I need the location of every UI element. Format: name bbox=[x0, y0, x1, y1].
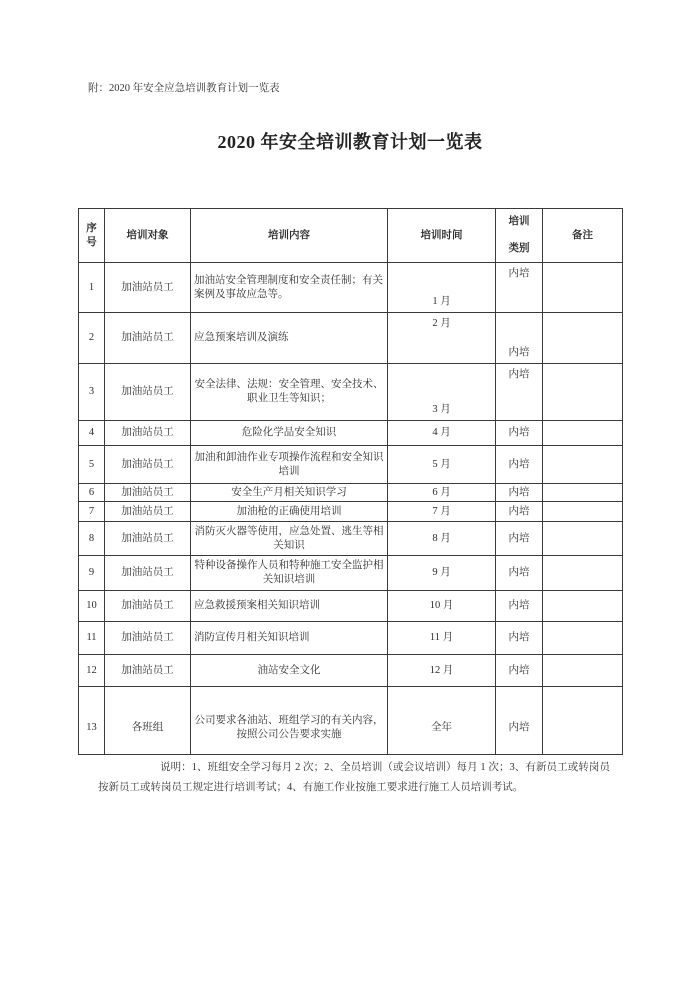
cell-content: 油站安全文化 bbox=[191, 655, 388, 687]
table-row bbox=[79, 313, 623, 364]
cell-content: 安全法律、法规：安全管理、安全技术、职业卫生等知识； bbox=[191, 364, 388, 421]
header-time: 培训时间 bbox=[388, 209, 496, 263]
table-header-row bbox=[79, 209, 623, 263]
cell-content: 应急预案培训及演练 bbox=[191, 313, 388, 364]
cell-no: 6 bbox=[79, 484, 105, 502]
cell-no: 3 bbox=[79, 364, 105, 421]
header-type bbox=[496, 209, 543, 263]
cell-time: 4 月 bbox=[388, 421, 496, 446]
cell-no: 4 bbox=[79, 421, 105, 446]
cell-content: 危险化学品安全知识 bbox=[191, 421, 388, 446]
cell-type: 内培 bbox=[496, 502, 543, 522]
cell-target: 加油站员工 bbox=[105, 622, 191, 655]
cell-type: 内培 bbox=[496, 446, 543, 484]
cell-target: 加油站员工 bbox=[105, 502, 191, 522]
cell-content: 加油站安全管理制度和安全责任制；有关案例及事故应急等。 bbox=[191, 263, 388, 313]
cell-type: 内培 bbox=[496, 591, 543, 622]
cell-type: 内培 bbox=[496, 364, 543, 421]
cell-no: 8 bbox=[79, 522, 105, 556]
cell-remark bbox=[543, 446, 623, 484]
cell-no: 10 bbox=[79, 591, 105, 622]
header-target: 培训对象 bbox=[105, 209, 191, 263]
training-plan-table bbox=[78, 208, 623, 755]
cell-target: 加油站员工 bbox=[105, 446, 191, 484]
cell-remark bbox=[543, 655, 623, 687]
table-row bbox=[79, 421, 623, 446]
cell-target: 加油站员工 bbox=[105, 591, 191, 622]
page-title: 2020 年安全培训教育计划一览表 bbox=[217, 132, 483, 152]
cell-type: 内培 bbox=[496, 522, 543, 556]
cell-remark bbox=[543, 622, 623, 655]
cell-type: 内培 bbox=[496, 313, 543, 364]
table-row bbox=[79, 687, 623, 755]
cell-time: 7 月 bbox=[388, 502, 496, 522]
cell-remark bbox=[543, 484, 623, 502]
header-type-line1: 培训 bbox=[508, 216, 530, 227]
cell-content: 消防灭火器等使用，应急处置、逃生等相关知识 bbox=[191, 522, 388, 556]
cell-time: 12 月 bbox=[388, 655, 496, 687]
cell-content: 应急救援预案相关知识培训 bbox=[191, 591, 388, 622]
cell-target: 加油站员工 bbox=[105, 522, 191, 556]
cell-no: 2 bbox=[79, 313, 105, 364]
footnote: 说明：1、班组安全学习每月 2 次；2、全员培训（或会议培训）每月 1 次；3、有新员工或转岗员按新员工或转岗员工规定进行培训考试；4、有施工作业按施工要求进行施工人员培训考试。 bbox=[98, 762, 610, 793]
cell-target: 加油站员工 bbox=[105, 364, 191, 421]
cell-time: 11 月 bbox=[388, 622, 496, 655]
table-row bbox=[79, 655, 623, 687]
cell-time: 9 月 bbox=[388, 556, 496, 591]
cell-type: 内培 bbox=[496, 687, 543, 755]
header-content: 培训内容 bbox=[191, 209, 388, 263]
table-row bbox=[79, 622, 623, 655]
cell-no: 12 bbox=[79, 655, 105, 687]
table-row bbox=[79, 556, 623, 591]
cell-content: 特种设备操作人员和特种施工安全监护相关知识培训 bbox=[191, 556, 388, 591]
cell-remark bbox=[543, 522, 623, 556]
cell-target: 加油站员工 bbox=[105, 655, 191, 687]
cell-no: 11 bbox=[79, 622, 105, 655]
table-row bbox=[79, 502, 623, 522]
header-type-line2: 类别 bbox=[508, 243, 530, 254]
cell-content: 加油和卸油作业专项操作流程和安全知识培训 bbox=[191, 446, 388, 484]
header-remark: 备注 bbox=[543, 209, 623, 263]
cell-target: 加油站员工 bbox=[105, 484, 191, 502]
cell-type: 内培 bbox=[496, 421, 543, 446]
cell-remark bbox=[543, 556, 623, 591]
table-row bbox=[79, 591, 623, 622]
cell-remark bbox=[543, 421, 623, 446]
cell-time: 5 月 bbox=[388, 446, 496, 484]
cell-time: 2 月 bbox=[388, 313, 496, 364]
cell-type: 内培 bbox=[496, 655, 543, 687]
table-row bbox=[79, 446, 623, 484]
header-no: 序号 bbox=[79, 209, 105, 263]
cell-time: 10 月 bbox=[388, 591, 496, 622]
cell-target: 加油站员工 bbox=[105, 313, 191, 364]
table-row bbox=[79, 484, 623, 502]
cell-target: 加油站员工 bbox=[105, 263, 191, 313]
cell-time: 1 月 bbox=[388, 263, 496, 313]
cell-content: 安全生产月相关知识学习 bbox=[191, 484, 388, 502]
cell-remark bbox=[543, 591, 623, 622]
cell-time: 6 月 bbox=[388, 484, 496, 502]
cell-type: 内培 bbox=[496, 263, 543, 313]
cell-remark bbox=[543, 313, 623, 364]
cell-no: 13 bbox=[79, 687, 105, 755]
cell-type: 内培 bbox=[496, 484, 543, 502]
cell-no: 5 bbox=[79, 446, 105, 484]
table-row bbox=[79, 364, 623, 421]
cell-content: 消防宣传月相关知识培训 bbox=[191, 622, 388, 655]
cell-remark bbox=[543, 263, 623, 313]
cell-type: 内培 bbox=[496, 556, 543, 591]
cell-time: 8 月 bbox=[388, 522, 496, 556]
cell-no: 7 bbox=[79, 502, 105, 522]
cell-target: 加油站员工 bbox=[105, 421, 191, 446]
cell-no: 9 bbox=[79, 556, 105, 591]
table-row bbox=[79, 263, 623, 313]
cell-target: 各班组 bbox=[105, 687, 191, 755]
cell-content: 加油枪的正确使用培训 bbox=[191, 502, 388, 522]
cell-remark bbox=[543, 364, 623, 421]
table-row bbox=[79, 522, 623, 556]
cell-type: 内培 bbox=[496, 622, 543, 655]
attachment-note: 附：2020 年安全应急培训教育计划一览表 bbox=[88, 83, 280, 94]
cell-remark bbox=[543, 687, 623, 755]
cell-time: 全年 bbox=[388, 687, 496, 755]
cell-no: 1 bbox=[79, 263, 105, 313]
cell-time: 3 月 bbox=[388, 364, 496, 421]
cell-target: 加油站员工 bbox=[105, 556, 191, 591]
cell-remark bbox=[543, 502, 623, 522]
cell-content: 公司要求各油站、班组学习的有关内容，按照公司公告要求实施 bbox=[191, 687, 388, 755]
